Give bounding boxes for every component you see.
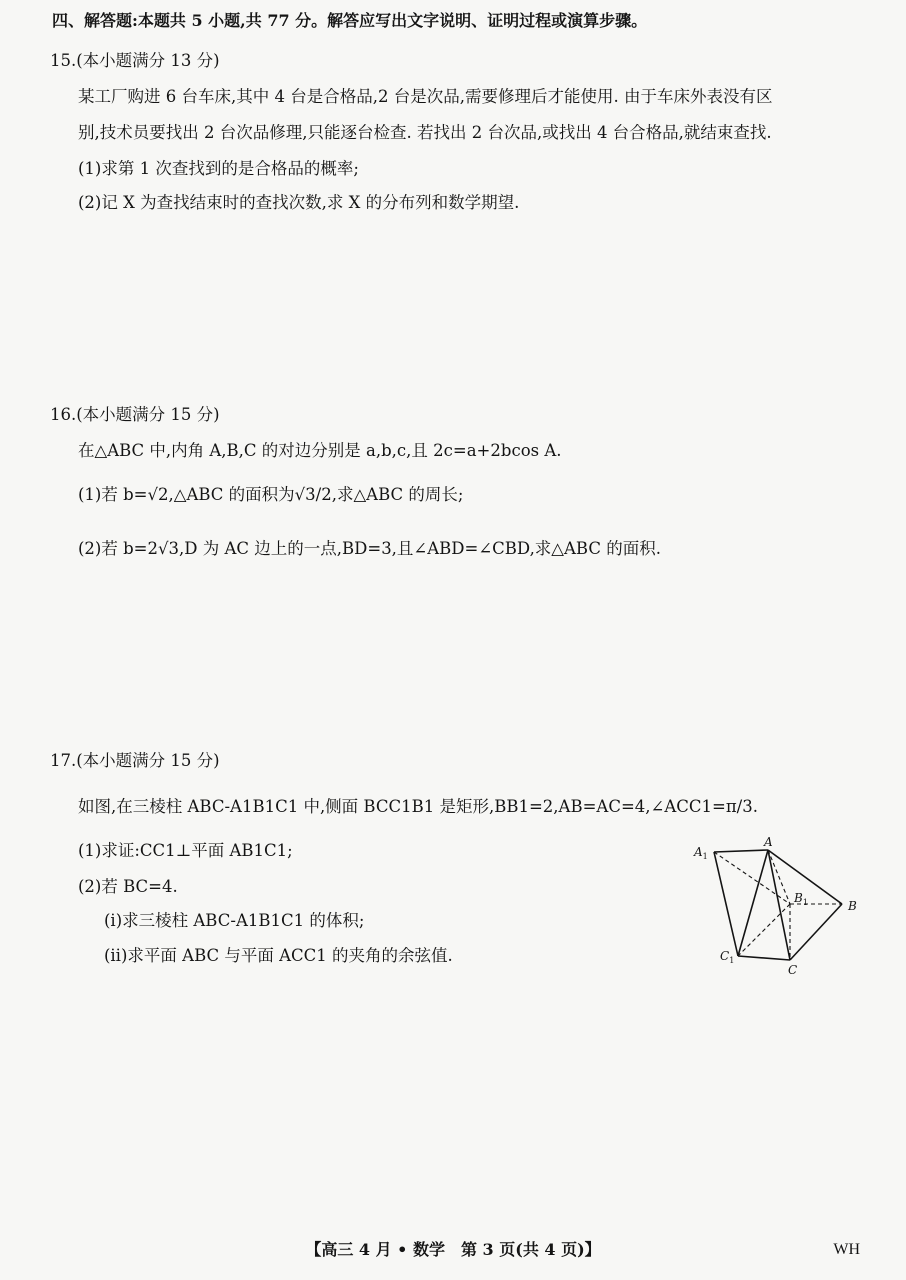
q15-heading [50,50,220,72]
q17-heading [50,750,220,772]
section-header: 四、解答题:本题共 5 小题,共 77 分。解答应写出文字说明、证明过程或演算步骤。 [52,11,648,30]
q16-stem: 在△ABC 中,内角 A,B,C 的对边分别是 a,b,c,且 2c=a+2bcos A. [78,441,562,460]
q17-number: 17. [50,751,77,770]
page-footer: 【高三 4 月 • 数学 第 3 页(共 4 页)】 [305,1240,601,1259]
edge-a1-b1 [714,852,790,904]
q17-score: (本小题满分 15 分) [76,751,220,770]
q15-number: 15. [50,51,77,70]
q15-score: (本小题满分 13 分) [76,51,220,70]
page-code: WH [833,1241,860,1258]
edge-a1-c1 [714,852,738,956]
label-b: B [848,899,857,913]
q15-part1: (1)求第 1 次查找到的是合格品的概率; [78,159,359,178]
q17-part1: (1)求证:CC1⊥平面 AB1C1; [78,841,293,860]
prism-hidden-edges [714,850,842,960]
label-a1: $A_1$ [694,845,708,861]
q15-part2: (2)记 X 为查找结束时的查找次数,求 X 的分布列和数学期望. [78,193,520,212]
q15-stem-line1: 某工厂购进 6 台车床,其中 4 台是合格品,2 台是次品,需要修理后才能使用. 由于车床外表没有区 [78,87,773,106]
prism-figure [690,832,870,982]
label-a: A [764,835,773,849]
label-c1: $C_1$ [720,949,735,965]
q17-part2: (2)若 BC=4. [78,877,178,896]
q16-heading [50,404,220,426]
edge-c-b [790,904,842,960]
edge-a-c [768,850,790,960]
edge-a1-a [714,850,768,852]
q17-part2-ii: (ⅱ)求平面 ABC 与平面 ACC1 的夹角的余弦值. [104,946,453,965]
edge-a-c1 [738,850,768,956]
q17-stem: 如图,在三棱柱 ABC-A1B1C1 中,侧面 BCC1B1 是矩形,BB1=2,AB=AC=4,∠ACC1=π/3. [78,797,758,816]
q16-number: 16. [50,405,77,424]
q16-part2: (2)若 b=2√3,D 为 AC 边上的一点,BD=3,且∠ABD=∠CBD,求△ABC 的面积. [78,539,661,558]
label-c: C [788,963,798,977]
q17-part2-i: (ⅰ)求三棱柱 ABC-A1B1C1 的体积; [104,911,365,930]
edge-c1-c [738,956,790,960]
q16-score: (本小题满分 15 分) [76,405,220,424]
prism-solid-edges [714,850,842,960]
label-b1: $B_1$ [794,891,808,907]
q15-stem-line2: 别,技术员要找出 2 台次品修理,只能逐台检查. 若找出 2 台次品,或找出 4 台合格品,就结束查找. [78,123,772,142]
q16-part1: (1)若 b=√2,△ABC 的面积为√3/2,求△ABC 的周长; [78,485,464,504]
